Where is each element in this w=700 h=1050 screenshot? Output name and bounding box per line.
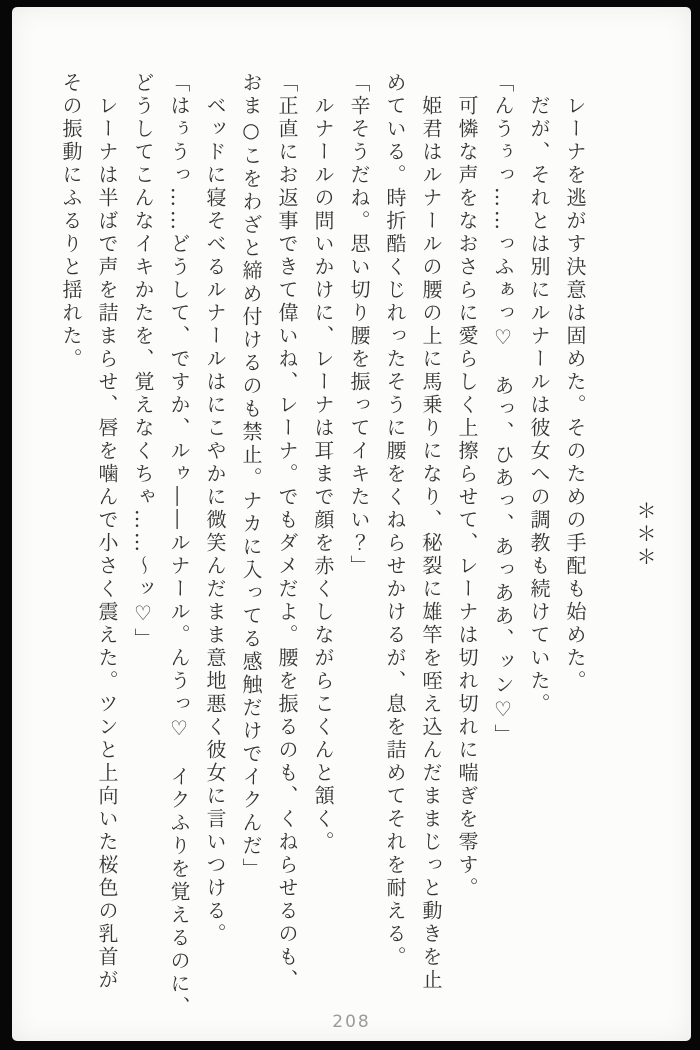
- text-line: どうしてこんなイキかたを、覚えなくちゃ……〜ッ♡」: [131, 72, 155, 651]
- book-page: [12, 7, 691, 1041]
- text-line: レーナを逃がす決意は固めた。そのための手配も始めた。: [563, 72, 587, 693]
- text-line: 「はぅうっ……どうして、ですか、ルゥ――ルナール。んうっ♡ イクふりを覚えるのに、: [167, 72, 191, 1019]
- text-line: 「辛そうだね。思い切り腰を振ってイキたい？」: [347, 72, 371, 578]
- text-line: ベッドに寝そべるルナールはにこやかに微笑んだまま意地悪く彼女に言いつける。: [203, 72, 227, 946]
- page-number: 208: [332, 1012, 371, 1032]
- text-line: だが、それとは別にルナールは彼女への調教も続けていた。: [527, 72, 551, 716]
- text-line: その振動にふるりと揺れた。: [59, 72, 83, 371]
- text-line: めている。時折酷くじれったそうに腰をくねらせかけるが、息を詰めてそれを耐える。: [383, 72, 407, 969]
- text-line: ルナールの問いかけに、レーナは耳まで顔を赤くしながらこくんと頷く。: [311, 72, 335, 854]
- text-line: レーナは半ばで声を詰まらせ、唇を噛んで小さく震えた。ツンと上向いた桜色の乳首が: [95, 72, 119, 992]
- text-line: 「んうぅっ……っふぁっ♡ あっ、ひあっ、あっああ、ッン♡」: [491, 72, 515, 747]
- text-block: [53, 72, 663, 1019]
- text-line: 姫君はルナールの腰の上に馬乗りになり、秘裂に雄竿を咥え込んだままじっと動きを止: [419, 72, 443, 992]
- text-line: 「正直にお返事できて偉いね、レーナ。でもダメだよ。腰を振るのも、くねらせるのも、: [275, 72, 299, 992]
- text-line: おま○こをわざと締め付けるのも禁止。ナカに入ってる感触だけでイクんだ」: [239, 72, 263, 881]
- text-line: 可憐な声をなおさらに愛らしく上擦らせて、レーナは切れ切れに喘ぎを零す。: [455, 72, 479, 900]
- scene-break-line: ＊＊＊: [633, 499, 657, 569]
